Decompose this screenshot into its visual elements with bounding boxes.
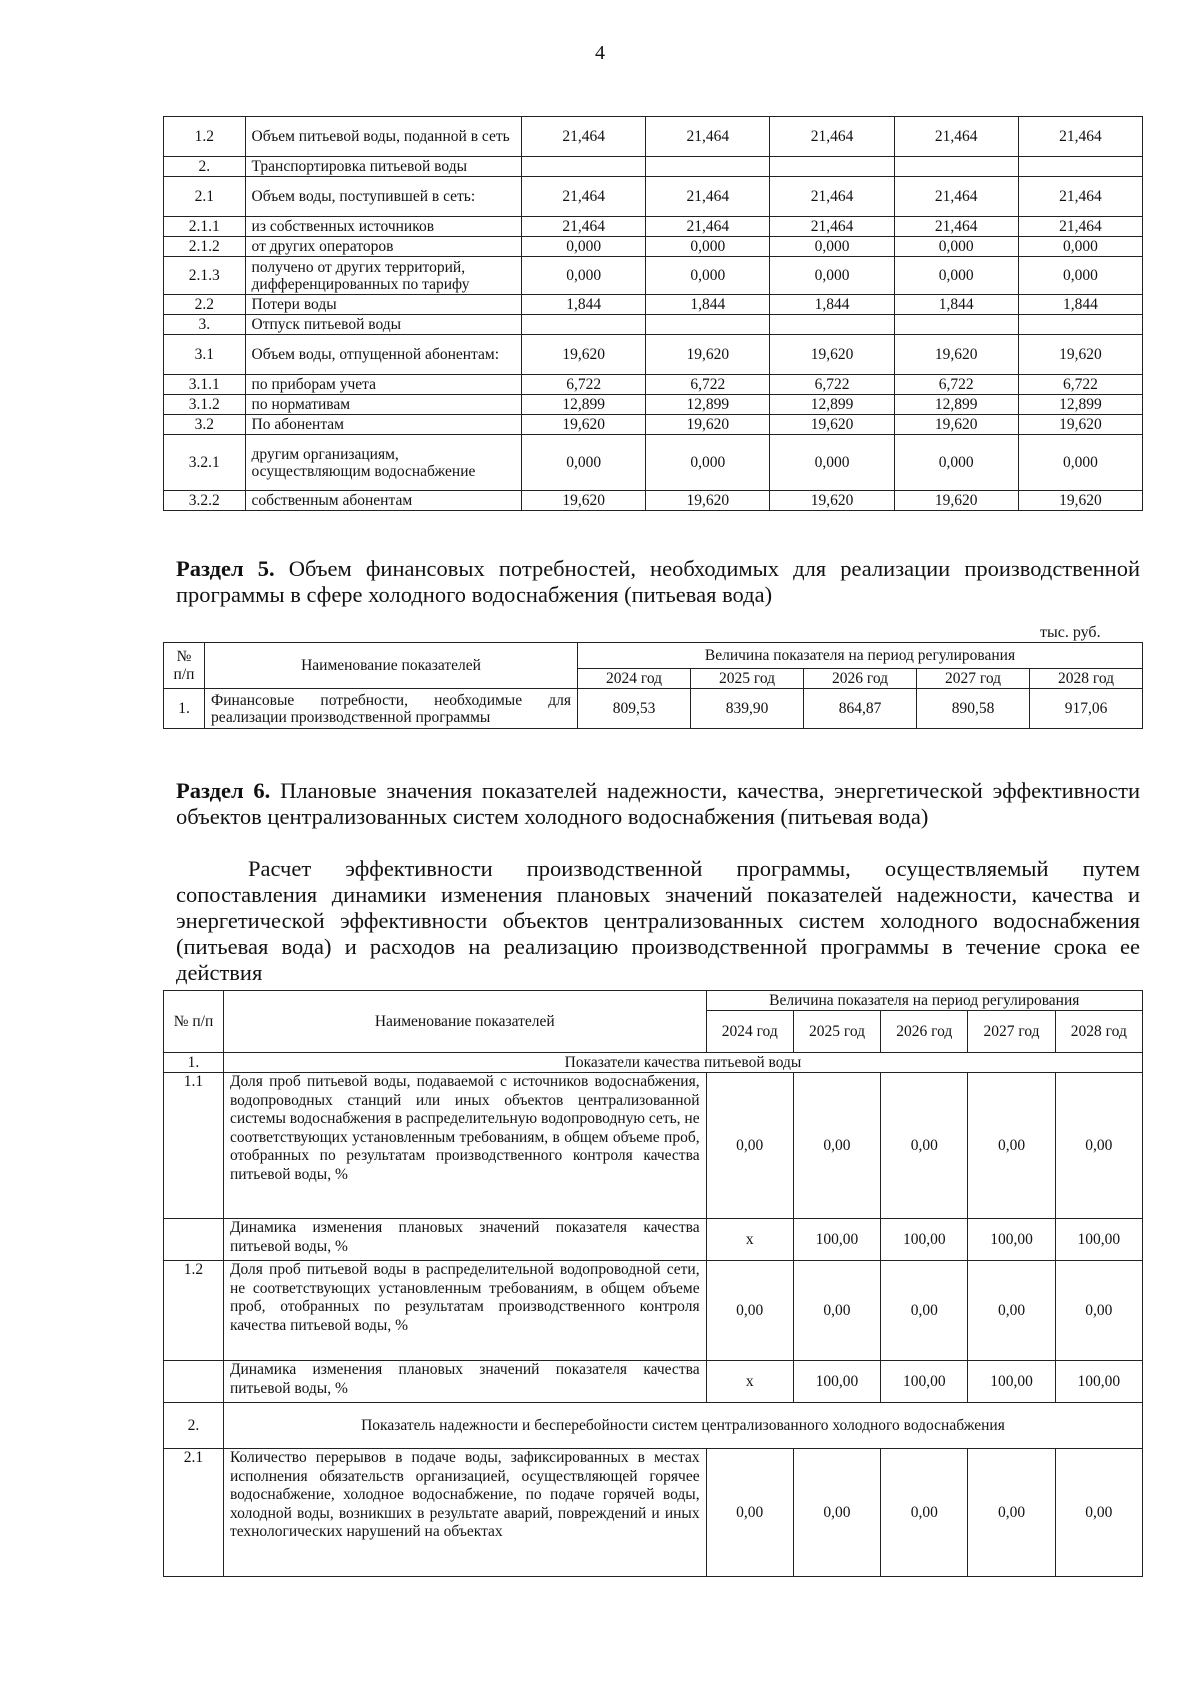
- row-name: Финансовые потребности, необходимые для реализации производственной программы: [205, 689, 578, 729]
- cell-value: 21,464: [770, 177, 894, 217]
- table-row: [164, 237, 1143, 257]
- cell-value: 6,722: [894, 375, 1018, 395]
- cell-value: 6,722: [1018, 375, 1142, 395]
- cell-value: 21,464: [1018, 177, 1142, 217]
- year-header: 2025 год: [691, 669, 804, 689]
- table-row: [164, 689, 1143, 729]
- cell-value: 100,00: [968, 1219, 1055, 1261]
- row-name: от других операторов: [245, 237, 522, 257]
- row-number: 2.1: [164, 1449, 224, 1577]
- cell-value: 21,464: [522, 117, 646, 157]
- cell-value: 0,00: [793, 1449, 880, 1577]
- table-row: [164, 157, 1143, 177]
- cell-value: 21,464: [522, 177, 646, 217]
- row-name: Объем питьевой воды, поданной в сеть: [245, 117, 522, 157]
- table-row: [164, 491, 1143, 511]
- cell-value: 890,58: [917, 689, 1030, 729]
- table-row: [164, 1219, 1143, 1261]
- table-row: [164, 177, 1143, 217]
- cell-value: 21,464: [770, 217, 894, 237]
- row-name: Динамика изменения плановых значений показателя качества питьевой воды, %: [223, 1219, 706, 1261]
- cell-value: 21,464: [522, 217, 646, 237]
- table-row: [164, 1361, 1143, 1403]
- table-row: [164, 315, 1143, 335]
- year-header: 2026 год: [881, 1011, 968, 1053]
- cell-value: 0,000: [522, 435, 646, 491]
- row-number: 2.1.1: [164, 217, 246, 237]
- row-name: Количество перерывов в подаче воды, зафиксированных в местах исполнения обязательств организацией, осуществляющей горячее водоснабжение, холодное водоснабжение, по подаче горячей воды, холодной воды, возникших в результате аварий, повреждений и иных технологических нарушений на объектах: [223, 1449, 706, 1577]
- cell-value: 0,00: [706, 1073, 793, 1219]
- cell-value: 0,000: [894, 257, 1018, 295]
- section5-heading: [176, 556, 1140, 608]
- cell-value: [770, 315, 894, 335]
- cell-value: [894, 315, 1018, 335]
- cell-value: 21,464: [1018, 217, 1142, 237]
- year-header: 2025 год: [793, 1011, 880, 1053]
- row-number: 1.2: [164, 117, 246, 157]
- row-number: 1.: [164, 1053, 224, 1073]
- cell-value: 19,620: [1018, 415, 1142, 435]
- cell-value: 19,620: [770, 415, 894, 435]
- cell-value: 0,00: [881, 1261, 968, 1361]
- col-num-header: № п/п: [164, 991, 224, 1053]
- cell-value: х: [706, 1219, 793, 1261]
- table-row: [164, 1073, 1143, 1219]
- cell-value: [894, 157, 1018, 177]
- row-name: получено от других территорий, дифференцированных по тарифу: [245, 257, 522, 295]
- cell-value: [522, 157, 646, 177]
- cell-value: 21,464: [894, 217, 1018, 237]
- cell-value: 100,00: [968, 1361, 1055, 1403]
- cell-value: [646, 157, 770, 177]
- group-title: Показатель надежности и бесперебойности систем централизованного холодного водоснабжения: [223, 1403, 1142, 1449]
- table-row: [164, 375, 1143, 395]
- cell-value: 0,00: [1055, 1449, 1142, 1577]
- cell-value: 0,00: [706, 1449, 793, 1577]
- section6-title: Плановые значения показателей надежности, качества, энергетической эффективности объектов централизованных систем холодного водоснабжения (питьевая вода): [176, 778, 1140, 829]
- cell-value: х: [706, 1361, 793, 1403]
- row-number: 2.1.3: [164, 257, 246, 295]
- cell-value: 864,87: [804, 689, 917, 729]
- section5-label: Раздел 5.: [176, 556, 275, 581]
- cell-value: 21,464: [894, 117, 1018, 157]
- cell-value: 0,00: [968, 1073, 1055, 1219]
- cell-value: 0,00: [793, 1261, 880, 1361]
- cell-value: 809,53: [578, 689, 691, 729]
- cell-value: 1,844: [1018, 295, 1142, 315]
- cell-value: 1,844: [646, 295, 770, 315]
- cell-value: 0,00: [793, 1073, 880, 1219]
- row-number: 2.: [164, 1403, 224, 1449]
- year-header: 2026 год: [804, 669, 917, 689]
- quality-indicators-table: [163, 990, 1143, 1577]
- cell-value: 6,722: [522, 375, 646, 395]
- table-row: [164, 295, 1143, 315]
- table-row: [164, 117, 1143, 157]
- row-number: 3.1: [164, 335, 246, 375]
- row-number: 2.1.2: [164, 237, 246, 257]
- cell-value: 19,620: [646, 415, 770, 435]
- cell-value: 0,000: [1018, 257, 1142, 295]
- row-name: другим организациям, осуществляющим водоснабжение: [245, 435, 522, 491]
- units-label: тыс. руб.: [1040, 624, 1101, 641]
- row-name: По абонентам: [245, 415, 522, 435]
- cell-value: 19,620: [646, 335, 770, 375]
- cell-value: 0,00: [968, 1261, 1055, 1361]
- row-name: Доля проб питьевой воды в распределительной водопроводной сети, не соответствующих установленным требованиям, в общем объеме проб, отобранных по результатам производственного контроля качества питьевой воды, %: [223, 1261, 706, 1361]
- cell-value: 21,464: [894, 177, 1018, 217]
- col-group-header: Величина показателя на период регулирования: [578, 643, 1143, 669]
- table-row: [164, 217, 1143, 237]
- cell-value: 6,722: [646, 375, 770, 395]
- cell-value: 21,464: [1018, 117, 1142, 157]
- cell-value: 0,000: [522, 257, 646, 295]
- year-header: 2024 год: [578, 669, 691, 689]
- section6-heading: [176, 778, 1140, 830]
- cell-value: 0,000: [1018, 237, 1142, 257]
- row-number: 2.: [164, 157, 246, 177]
- year-header: 2028 год: [1030, 669, 1143, 689]
- cell-value: 19,620: [770, 335, 894, 375]
- cell-value: 917,06: [1030, 689, 1143, 729]
- cell-value: 12,899: [646, 395, 770, 415]
- cell-value: 0,000: [770, 237, 894, 257]
- cell-value: 6,722: [770, 375, 894, 395]
- cell-value: [646, 315, 770, 335]
- section6-label: Раздел 6.: [176, 778, 271, 803]
- cell-value: 19,620: [522, 335, 646, 375]
- cell-value: 1,844: [770, 295, 894, 315]
- group-row: [164, 1403, 1143, 1449]
- col-group-header: Величина показателя на период регулирования: [706, 991, 1142, 1011]
- cell-value: [770, 157, 894, 177]
- row-number: [164, 1219, 224, 1261]
- cell-value: 0,000: [646, 435, 770, 491]
- cell-value: 0,000: [770, 435, 894, 491]
- cell-value: [1018, 157, 1142, 177]
- table-row: [164, 335, 1143, 375]
- cell-value: [522, 315, 646, 335]
- table-row: [164, 415, 1143, 435]
- section6-paragraph: Расчет эффективности производственной программы, осуществляемый путем сопоставления динамики изменения плановых значений показателей надежности, качества и энергетической эффективности объектов централизованных систем холодного водоснабжения (питьевая вода) и расходов на реализацию производственной программы в течение срока ее действия: [176, 856, 1140, 985]
- cell-value: 12,899: [1018, 395, 1142, 415]
- row-name: Объем воды, поступившей в сеть:: [245, 177, 522, 217]
- row-number: 1.1: [164, 1073, 224, 1219]
- cell-value: 839,90: [691, 689, 804, 729]
- cell-value: 21,464: [646, 177, 770, 217]
- table-row: [164, 257, 1143, 295]
- cell-value: 0,000: [1018, 435, 1142, 491]
- cell-value: 0,000: [894, 435, 1018, 491]
- row-number: 3.1.1: [164, 375, 246, 395]
- cell-value: 0,000: [522, 237, 646, 257]
- cell-value: 19,620: [770, 491, 894, 511]
- cell-value: 19,620: [522, 491, 646, 511]
- row-number: 3.2.1: [164, 435, 246, 491]
- row-name: по приборам учета: [245, 375, 522, 395]
- row-name: Объем воды, отпущенной абонентам:: [245, 335, 522, 375]
- row-name: Транспортировка питьевой воды: [245, 157, 522, 177]
- cell-value: 12,899: [894, 395, 1018, 415]
- cell-value: 21,464: [646, 117, 770, 157]
- row-name: Динамика изменения плановых значений показателя качества питьевой воды, %: [223, 1361, 706, 1403]
- table-row: [164, 1261, 1143, 1361]
- section5-title: Объем финансовых потребностей, необходимых для реализации производственной программы в сфере холодного водоснабжения (питьевая вода): [176, 556, 1140, 607]
- cell-value: 19,620: [522, 415, 646, 435]
- row-number: 1.2: [164, 1261, 224, 1361]
- year-header: 2024 год: [706, 1011, 793, 1053]
- cell-value: 19,620: [894, 335, 1018, 375]
- group-row: [164, 1053, 1143, 1073]
- page-number: 4: [595, 42, 605, 64]
- row-number: 3.1.2: [164, 395, 246, 415]
- cell-value: 19,620: [1018, 491, 1142, 511]
- row-name: Отпуск питьевой воды: [245, 315, 522, 335]
- cell-value: 0,000: [646, 237, 770, 257]
- table-row: [164, 1449, 1143, 1577]
- row-name: Потери воды: [245, 295, 522, 315]
- group-title: Показатели качества питьевой воды: [223, 1053, 1142, 1073]
- cell-value: 0,00: [1055, 1261, 1142, 1361]
- cell-value: 0,000: [646, 257, 770, 295]
- cell-value: [1018, 315, 1142, 335]
- cell-value: 12,899: [522, 395, 646, 415]
- cell-value: 100,00: [881, 1219, 968, 1261]
- cell-value: 21,464: [646, 217, 770, 237]
- row-name: собственным абонентам: [245, 491, 522, 511]
- cell-value: 19,620: [894, 491, 1018, 511]
- cell-value: 0,00: [881, 1449, 968, 1577]
- cell-value: 0,00: [881, 1073, 968, 1219]
- row-number: 2.2: [164, 295, 246, 315]
- water-volume-table: [163, 116, 1143, 511]
- cell-value: 0,00: [706, 1261, 793, 1361]
- cell-value: 1,844: [522, 295, 646, 315]
- table-row: [164, 395, 1143, 415]
- year-header: 2027 год: [968, 1011, 1055, 1053]
- year-header: 2028 год: [1055, 1011, 1142, 1053]
- cell-value: 100,00: [881, 1361, 968, 1403]
- row-number: 3.2.2: [164, 491, 246, 511]
- cell-value: 0,000: [770, 257, 894, 295]
- cell-value: 0,00: [968, 1449, 1055, 1577]
- table-row: [164, 435, 1143, 491]
- cell-value: 21,464: [770, 117, 894, 157]
- row-name: из собственных источников: [245, 217, 522, 237]
- col-name-header: Наименование показателей: [205, 643, 578, 689]
- row-number: 1.: [164, 689, 205, 729]
- cell-value: 19,620: [646, 491, 770, 511]
- row-name: Доля проб питьевой воды, подаваемой с источников водоснабжения, водопроводных станций или иных объектов централизованной системы водоснабжения в распределительную водопроводную сеть, не соответствующих установленным требованиям, в общем объеме проб, отобранных по результатам производственного контроля качества питьевой воды, %: [223, 1073, 706, 1219]
- col-num-header: № п/п: [164, 643, 205, 689]
- cell-value: 100,00: [793, 1219, 880, 1261]
- year-header: 2027 год: [917, 669, 1030, 689]
- cell-value: 0,00: [1055, 1073, 1142, 1219]
- row-number: 3.2: [164, 415, 246, 435]
- cell-value: 12,899: [770, 395, 894, 415]
- cell-value: 100,00: [1055, 1361, 1142, 1403]
- cell-value: 100,00: [793, 1361, 880, 1403]
- financial-needs-table: [163, 642, 1143, 729]
- row-number: 2.1: [164, 177, 246, 217]
- cell-value: 100,00: [1055, 1219, 1142, 1261]
- row-number: 3.: [164, 315, 246, 335]
- cell-value: 1,844: [894, 295, 1018, 315]
- row-name: по нормативам: [245, 395, 522, 415]
- row-number: [164, 1361, 224, 1403]
- cell-value: 19,620: [894, 415, 1018, 435]
- cell-value: 0,000: [894, 237, 1018, 257]
- cell-value: 19,620: [1018, 335, 1142, 375]
- col-name-header: Наименование показателей: [223, 991, 706, 1053]
